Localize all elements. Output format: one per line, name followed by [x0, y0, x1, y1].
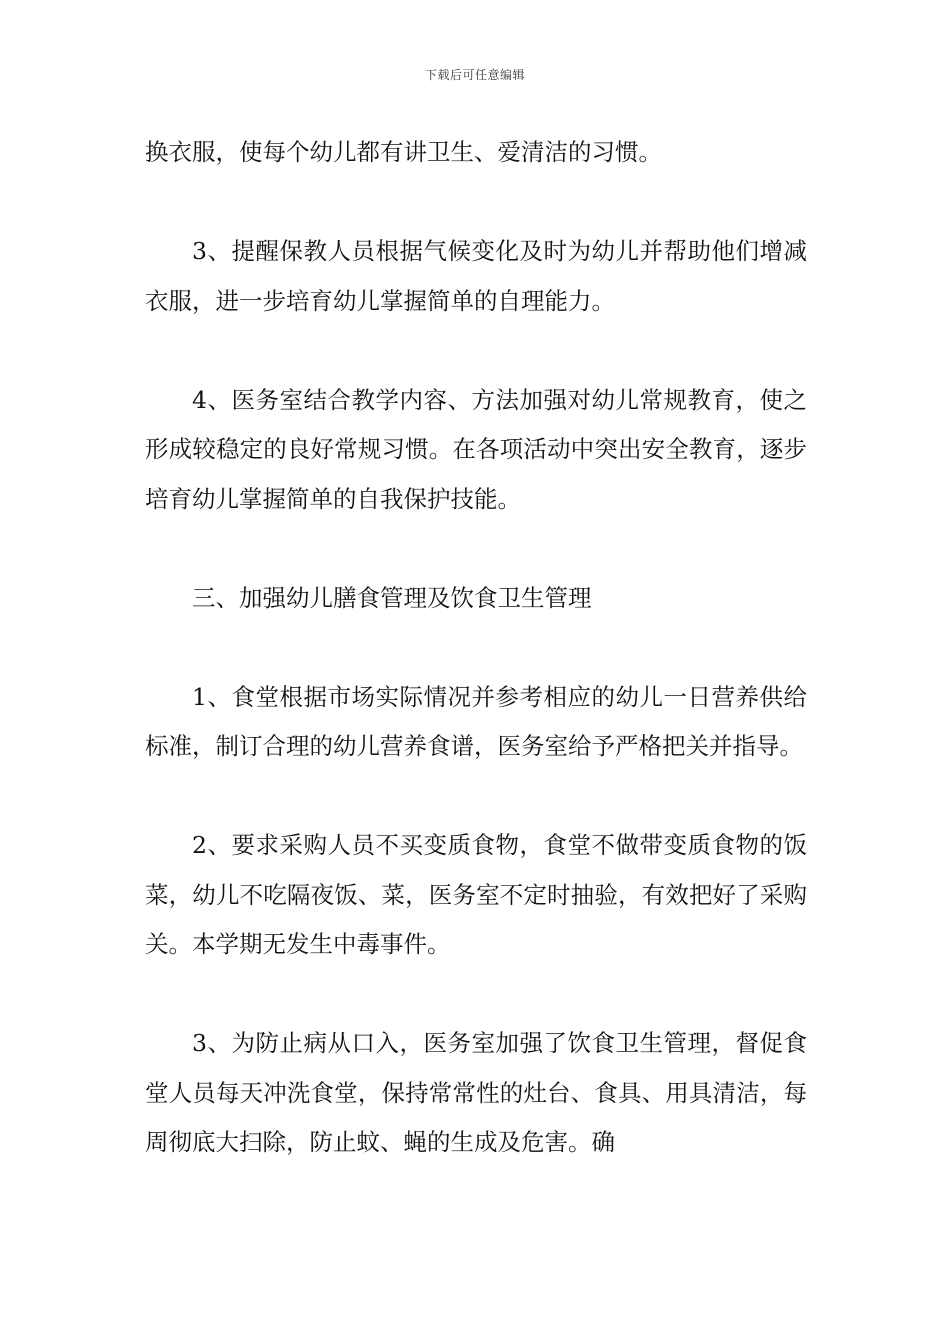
- document-body: [145, 128, 807, 1217]
- section-heading: 三、加强幼儿膳食管理及饮食卫生管理: [192, 583, 592, 612]
- page-header: 下载后可任意编辑: [424, 68, 525, 82]
- paragraph-4: 1、食堂根据市场实际情况并参考相应的幼儿一日营养供给标准，制订合理的幼儿营养食谱，医务室给予严格把关并指导。: [145, 682, 807, 760]
- paragraph-3: 4、医务室结合教学内容、方法加强对幼儿常规教育，使之形成较稳定的良好常规习惯。在各项活动中突出安全教育，逐步培育幼儿掌握简单的自我保护技能。: [145, 385, 807, 513]
- paragraph-5: 2、要求采购人员不买变质食物，食堂不做带变质食物的饭菜，幼儿不吃隔夜饭、菜，医务室不定时抽验，有效把好了采购关。本学期无发生中毒事件。: [145, 831, 807, 958]
- paragraph-2: 3、提醒保教人员根据气候变化及时为幼儿并帮助他们增减衣服，进一步培育幼儿掌握简单的自理能力。: [145, 237, 807, 315]
- paragraph-1: 换衣服，使每个幼儿都有讲卫生、爱清洁的习惯。: [145, 138, 662, 166]
- paragraph-6: 3、为防止病从口入，医务室加强了饮食卫生管理，督促食堂人员每天冲洗食堂，保持常常性的灶台、食具、用具清洁，每周彻底大扫除，防止蚊、蝇的生成及危害。确: [145, 1029, 807, 1156]
